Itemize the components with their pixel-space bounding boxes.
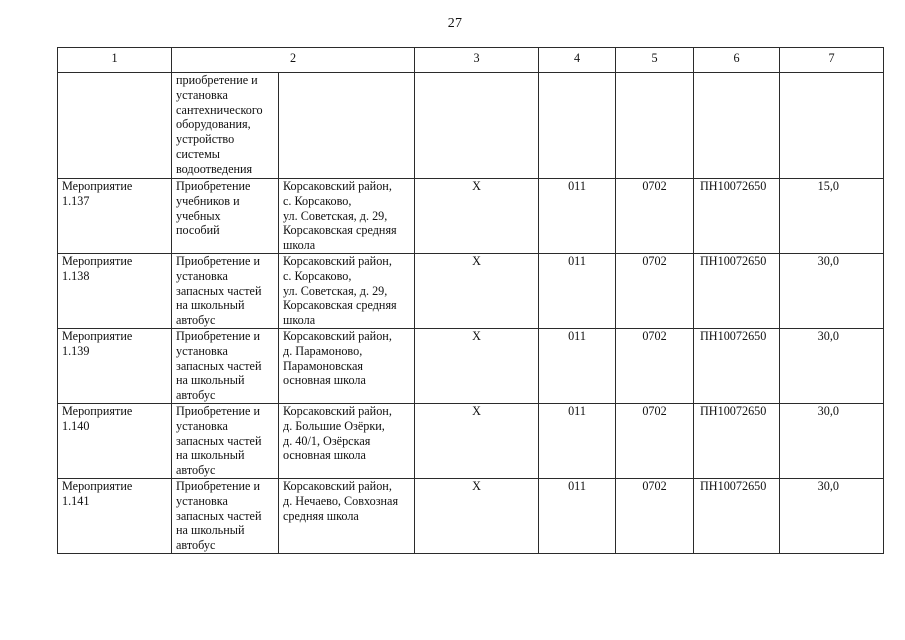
cell-address: Корсаковский район, с. Корсаково, ул. Советская, д. 29, Корсаковская средняя школа — [279, 254, 415, 329]
cell-col-6: ПН10072650 — [694, 479, 780, 554]
header-cell-4: 4 — [539, 48, 616, 73]
cell-event — [58, 73, 172, 179]
cell-col-7: 30,0 — [780, 329, 884, 404]
cell-event: Мероприятие 1.137 — [58, 179, 172, 254]
cell-address — [279, 73, 415, 179]
cell-col-5: 0702 — [616, 254, 694, 329]
cell-col-3: Х — [415, 329, 539, 404]
table-body — [58, 73, 884, 554]
table-row — [58, 479, 884, 554]
cell-address: Корсаковский район, д. Большие Озёрки, д. 40/1, Озёрская основная школа — [279, 404, 415, 479]
cell-col-6: ПН10072650 — [694, 254, 780, 329]
cell-description: Приобретение и установка запасных частей на школьный автобус — [172, 254, 279, 329]
header-cell-5: 5 — [616, 48, 694, 73]
cell-col-5: 0702 — [616, 179, 694, 254]
cell-col-6: ПН10072650 — [694, 179, 780, 254]
cell-description: Приобретение учебников и учебных пособий — [172, 179, 279, 254]
budget-table — [57, 47, 884, 554]
cell-col-3: Х — [415, 254, 539, 329]
cell-description: Приобретение и установка запасных частей на школьный автобус — [172, 329, 279, 404]
cell-col-4: 011 — [539, 179, 616, 254]
cell-description: Приобретение и установка запасных частей на школьный автобус — [172, 479, 279, 554]
cell-col-7: 30,0 — [780, 479, 884, 554]
cell-address: Корсаковский район, с. Корсаково, ул. Советская, д. 29, Корсаковская средняя школа — [279, 179, 415, 254]
cell-col-3 — [415, 73, 539, 179]
header-cell-3: 3 — [415, 48, 539, 73]
cell-col-7 — [780, 73, 884, 179]
header-cell-7: 7 — [780, 48, 884, 73]
cell-description: приобретение и установка сантехнического оборудования, устройство системы водоотведения — [172, 73, 279, 179]
cell-col-7: 30,0 — [780, 254, 884, 329]
cell-col-3: Х — [415, 479, 539, 554]
table-row — [58, 329, 884, 404]
header-cell-1: 1 — [58, 48, 172, 73]
page-number: 27 — [447, 16, 463, 31]
header-cell-2: 2 — [172, 48, 415, 73]
cell-col-7: 30,0 — [780, 404, 884, 479]
cell-col-4: 011 — [539, 479, 616, 554]
cell-event: Мероприятие 1.141 — [58, 479, 172, 554]
cell-event: Мероприятие 1.138 — [58, 254, 172, 329]
cell-col-3: Х — [415, 179, 539, 254]
cell-col-3: Х — [415, 404, 539, 479]
cell-col-7: 15,0 — [780, 179, 884, 254]
cell-address: Корсаковский район, д. Нечаево, Совхозная средняя школа — [279, 479, 415, 554]
cell-col-4 — [539, 73, 616, 179]
cell-col-5: 0702 — [616, 479, 694, 554]
cell-col-6 — [694, 73, 780, 179]
cell-col-5 — [616, 73, 694, 179]
table-header — [58, 48, 884, 73]
header-row — [58, 48, 884, 73]
header-cell-6: 6 — [694, 48, 780, 73]
cell-description: Приобретение и установка запасных частей на школьный автобус — [172, 404, 279, 479]
cell-col-4: 011 — [539, 254, 616, 329]
table-row-continuation — [58, 73, 884, 179]
cell-col-5: 0702 — [616, 329, 694, 404]
table-row — [58, 254, 884, 329]
cell-address: Корсаковский район, д. Парамоново, Парамоновская основная школа — [279, 329, 415, 404]
cell-event: Мероприятие 1.140 — [58, 404, 172, 479]
cell-col-4: 011 — [539, 404, 616, 479]
table-row — [58, 179, 884, 254]
table-row — [58, 404, 884, 479]
cell-col-5: 0702 — [616, 404, 694, 479]
cell-col-6: ПН10072650 — [694, 404, 780, 479]
cell-col-6: ПН10072650 — [694, 329, 780, 404]
cell-event: Мероприятие 1.139 — [58, 329, 172, 404]
cell-col-4: 011 — [539, 329, 616, 404]
